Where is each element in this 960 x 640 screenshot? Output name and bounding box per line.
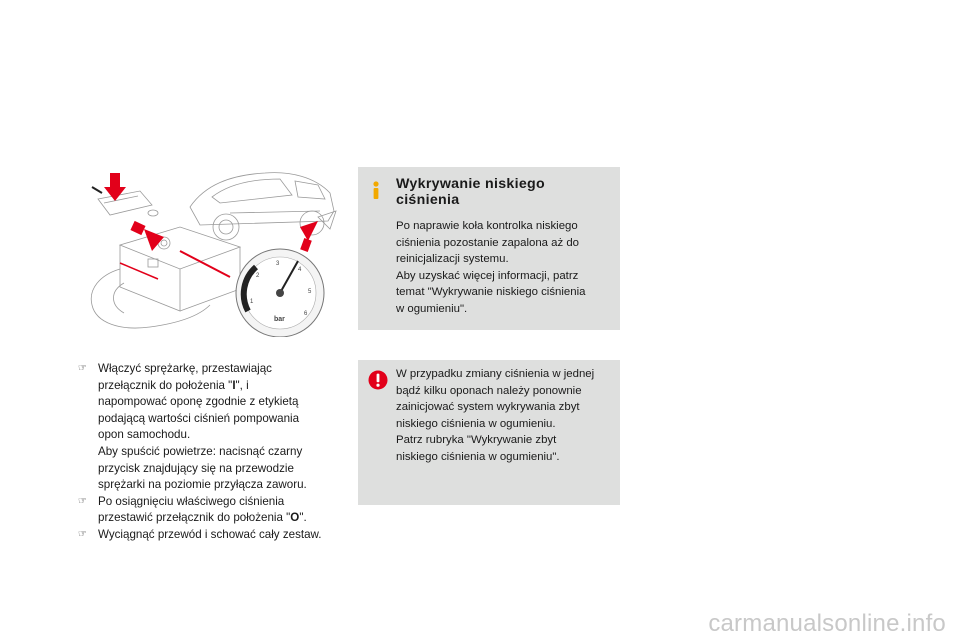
instruction-line xyxy=(98,378,350,395)
warning-icon xyxy=(368,370,388,390)
warning-text xyxy=(396,366,616,466)
instruction-text: ", i xyxy=(235,378,249,392)
instruction-line xyxy=(98,510,350,527)
info-title xyxy=(396,177,611,209)
gauge-tick-5: 5 xyxy=(308,289,312,295)
warning-line: zainicjować system wykrywania zbyt xyxy=(396,401,580,414)
info-line: temat "Wykrywanie niskiego ciśnienia xyxy=(396,286,586,299)
switch-position-label: I xyxy=(232,378,236,392)
instruction-line: sprężarki na poziomie przyłącza zaworu. xyxy=(98,478,307,492)
info-icon xyxy=(368,180,384,200)
instruction-line: przycisk znajdujący się na przewodzie xyxy=(98,461,294,475)
instruction-line: podającą wartości ciśnień pompowania xyxy=(98,411,300,425)
instruction-line: napompować oponę zgodnie z etykietą xyxy=(98,395,299,409)
instruction-line: opon samochodu. xyxy=(98,428,191,442)
compressor-illustration xyxy=(80,165,342,337)
warning-line: niskiego ciśnienia w ogumieniu". xyxy=(396,450,560,463)
info-line: Po naprawie koła kontrolka niskiego xyxy=(396,220,578,232)
warning-box xyxy=(358,360,620,505)
gauge-tick-6: 6 xyxy=(304,311,308,317)
instruction-text: ". xyxy=(299,511,307,525)
info-title-line: ciśnienia xyxy=(396,191,460,208)
warning-line: Patrz rubryka "Wykrywanie zbyt xyxy=(396,434,557,447)
info-line: w ogumieniu". xyxy=(396,302,468,315)
warning-line: W przypadku zmiany ciśnienia w jednej xyxy=(396,368,595,380)
info-line: reinicjalizacji systemu. xyxy=(396,253,509,266)
pointing-hand-icon: ☞ xyxy=(78,528,87,540)
instruction-line: Aby spuścić powietrze: nacisnąć czarny xyxy=(98,444,303,458)
gauge-tick-4: 4 xyxy=(298,267,302,273)
info-line: Aby uzyskać więcej informacji, patrz xyxy=(396,269,579,282)
instruction-text: przestawić przełącznik do położenia " xyxy=(98,511,291,525)
instruction-item-3 xyxy=(78,527,350,544)
gauge-tick-2: 2 xyxy=(256,273,260,279)
watermark-text: carmanualsonline.info xyxy=(708,610,946,637)
gauge-tick-3: 3 xyxy=(276,261,280,267)
warning-line: bądź kilku oponach należy ponownie xyxy=(396,384,582,397)
instruction-line: Po osiągnięciu właściwego ciśnienia xyxy=(98,494,285,508)
info-box xyxy=(358,167,620,330)
gauge-unit: bar xyxy=(274,316,285,323)
compressor-drawing xyxy=(80,165,342,337)
instruction-text: przełącznik do położenia " xyxy=(98,378,233,392)
instruction-item-1 xyxy=(78,361,350,494)
instruction-item-2 xyxy=(78,494,350,527)
info-title-line: Wykrywanie niskiego xyxy=(396,176,545,192)
gauge-tick-1: 1 xyxy=(250,299,254,305)
arrow-icon-3 xyxy=(300,221,318,252)
switch-position-label: O xyxy=(290,511,300,525)
info-text xyxy=(396,218,614,318)
instruction-line: Włączyć sprężarkę, przestawiając xyxy=(98,362,272,375)
pointing-hand-icon: ☞ xyxy=(78,495,87,507)
pressure-gauge-icon xyxy=(236,249,324,337)
warning-line: niskiego ciśnienia w ogumieniu. xyxy=(396,417,556,430)
info-line: ciśnienia pozostanie zapalona aż do xyxy=(396,236,580,249)
instructions-list xyxy=(78,361,350,544)
pointing-hand-icon: ☞ xyxy=(78,363,87,374)
instruction-line: Wyciągnąć przewód i schować cały zestaw. xyxy=(98,527,322,541)
